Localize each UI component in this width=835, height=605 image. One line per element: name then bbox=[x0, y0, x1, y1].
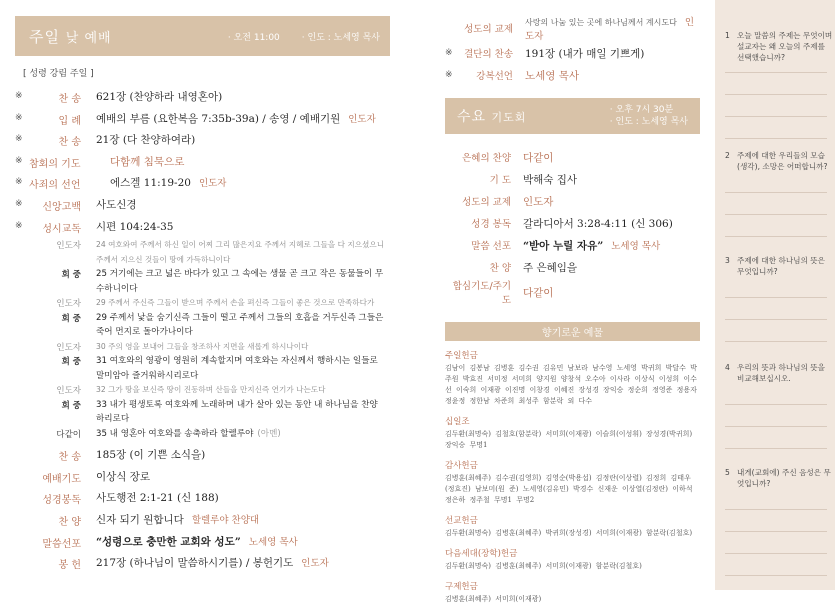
responsive-line bbox=[15, 398, 390, 427]
question-number: 4 bbox=[725, 363, 730, 372]
worship-item-value bbox=[96, 447, 205, 462]
prayer-meeting-label: 성경 봉독 bbox=[471, 219, 511, 230]
offering-heading: 구제헌금 bbox=[445, 582, 478, 592]
responsive-speaker: 회 중 bbox=[61, 270, 81, 281]
note-line bbox=[725, 426, 827, 427]
worship-item-label: 찬 송 bbox=[58, 137, 81, 149]
note-line bbox=[725, 116, 827, 117]
question-number: 1 bbox=[725, 31, 730, 40]
worship-item-label: 예배기도 bbox=[42, 473, 81, 485]
service-subtitle: [ 성령 강림 주일 ] bbox=[23, 69, 94, 79]
amen-text: (아멘) bbox=[257, 428, 281, 439]
prayer-meeting-value bbox=[523, 150, 553, 165]
prayer-meeting-label: 찬 양 bbox=[489, 263, 511, 274]
required-stand-mark: ※ bbox=[15, 155, 23, 166]
prayer-meeting-text: 박해숙 집사 bbox=[523, 173, 578, 186]
responsive-speaker: 다같이 bbox=[56, 429, 81, 440]
responsive-speaker: 인도자 bbox=[56, 342, 81, 353]
note-line bbox=[725, 72, 827, 73]
offering-group bbox=[445, 459, 700, 506]
prayer-meeting-value bbox=[523, 194, 553, 209]
note-line bbox=[725, 341, 827, 342]
responsive-line bbox=[15, 238, 390, 267]
worship-item bbox=[15, 469, 390, 491]
note-line bbox=[725, 575, 827, 576]
required-stand-mark: ※ bbox=[15, 220, 23, 231]
responsive-text: 35 내 영혼아 여호와를 송축하라 할렐루야 (아멘) bbox=[96, 428, 281, 439]
prayer-meeting-value bbox=[523, 238, 660, 253]
sunday-service-time: · 오전 11:00 bbox=[227, 32, 280, 43]
worship-item-value bbox=[96, 197, 137, 212]
wednesday-service-title: 수요 기도회 bbox=[457, 109, 527, 125]
wednesday-order bbox=[445, 146, 700, 306]
responsive-text: 31 여호와의 영광이 영원히 계속할지며 여호와는 자신께서 행하시는 일들로 말미암아 즐거워하시리로다 bbox=[96, 356, 378, 381]
worship-item bbox=[15, 219, 390, 241]
prayer-meeting-label: 기 도 bbox=[489, 175, 511, 186]
offering-names: 김두환(최명숙) 김병훈(최혜주) 서미희(이재광) 함분락(김철호) bbox=[445, 562, 642, 570]
sunday-service-leader: · 인도 : 노세영 목사 bbox=[301, 32, 380, 43]
prayer-meeting-label: 합심기도/주기도 bbox=[452, 281, 511, 306]
worship-item-text: 이상식 장로 bbox=[96, 470, 151, 483]
worship-item-text: 621장 (찬양하라 내영혼아) bbox=[96, 91, 223, 103]
offering-heading: 주일헌금 bbox=[445, 351, 478, 361]
worship-item bbox=[15, 490, 390, 512]
order-of-worship-end bbox=[445, 14, 700, 86]
question-number: 2 bbox=[725, 151, 730, 160]
sermon-notes-panel bbox=[715, 0, 835, 590]
worship-item-label: 찬 송 bbox=[58, 452, 81, 464]
note-line bbox=[725, 448, 827, 449]
worship-item-text: 사도행전 2:1-21 (신 188) bbox=[96, 492, 219, 505]
worship-item bbox=[15, 111, 390, 133]
wednesday-service-header bbox=[445, 98, 700, 134]
worship-item-value bbox=[96, 555, 329, 570]
required-stand-mark: ※ bbox=[445, 70, 453, 80]
required-stand-mark bbox=[15, 447, 29, 449]
worship-item-text: 신자 되기 원합니다 bbox=[96, 513, 184, 526]
sermon-question bbox=[725, 467, 833, 489]
offering-heading: 감사헌금 bbox=[445, 461, 478, 471]
responsive-line bbox=[15, 354, 390, 383]
offering-names: 김병훈(최혜주) 서미희(이재광) bbox=[445, 595, 542, 603]
question-text: 주제에 대한 우리들의 모습(생각), 소망은 어떠합니까? bbox=[737, 151, 828, 171]
required-stand-mark: ※ bbox=[15, 134, 23, 145]
worship-item-text: 사랑의 나눔 있는 곳에 하나님께서 계시도다 bbox=[525, 18, 677, 27]
responsive-speaker: 인도자 bbox=[56, 386, 81, 397]
worship-item-label: 강복선언 bbox=[476, 71, 513, 82]
responsive-speaker: 인도자 bbox=[56, 299, 81, 310]
responsive-speaker: 회 중 bbox=[61, 313, 81, 324]
worship-item-value bbox=[96, 512, 259, 527]
required-stand-mark: ※ bbox=[445, 48, 453, 58]
sermon-question bbox=[725, 30, 833, 63]
note-line bbox=[725, 509, 827, 510]
worship-item-value bbox=[96, 490, 219, 505]
offerings-header: 향기로운 예물 bbox=[445, 322, 700, 341]
worship-item bbox=[15, 175, 390, 197]
offering-group bbox=[445, 514, 700, 539]
question-number: 5 bbox=[725, 468, 730, 477]
note-line bbox=[725, 553, 827, 554]
offering-heading: 선교헌금 bbox=[445, 516, 478, 526]
offering-names: 김두환(최명숙) 김철호(함분락) 서미희(이재광) 이슬희(이성휘) 장성경(박귀희) 장익승 무명1 bbox=[445, 430, 693, 449]
prayer-meeting-item bbox=[445, 190, 700, 212]
responsive-speaker: 회 중 bbox=[61, 400, 81, 411]
worship-item-value bbox=[96, 219, 173, 234]
worship-item bbox=[15, 534, 390, 556]
responsive-reading bbox=[15, 238, 390, 441]
worship-item-label: 성시교독 bbox=[42, 223, 81, 235]
worship-item-text: 다함께 침묵으로 bbox=[110, 155, 185, 168]
prayer-meeting-leader: 노세영 목사 bbox=[611, 240, 661, 252]
worship-item bbox=[15, 447, 390, 469]
order-of-worship bbox=[15, 89, 390, 240]
worship-item-text: 예배의 부름 (요한복음 7:35b-39a) / 송영 / 예배기원 bbox=[96, 112, 341, 125]
offering-names: 김두환(최명숙) 김병훈(최혜주) 박귀희(장성경) 서미희(이재광) 함분락(김철호) bbox=[445, 529, 693, 537]
worship-item-value bbox=[525, 46, 644, 61]
worship-item-text: 에스겔 11:19-20 bbox=[110, 177, 191, 190]
worship-item-value bbox=[110, 175, 226, 190]
prayer-meeting-item bbox=[445, 234, 700, 256]
worship-item-value bbox=[96, 534, 298, 549]
offering-group bbox=[445, 547, 700, 572]
middle-section bbox=[445, 14, 700, 605]
worship-item bbox=[445, 64, 700, 86]
worship-item-text: 노세영 목사 bbox=[525, 69, 580, 82]
prayer-meeting-item bbox=[445, 256, 700, 278]
responsive-text: 30 주의 영을 보내어 그들을 창조하사 지면을 새롭게 하시나이다 bbox=[96, 341, 309, 351]
worship-item-label: 참회의 기도 bbox=[29, 158, 81, 170]
worship-item-value bbox=[96, 469, 150, 484]
note-line bbox=[725, 138, 827, 139]
worship-item-text: 사도신경 bbox=[96, 198, 137, 211]
worship-item-text: 시편 104:24-35 bbox=[96, 220, 174, 233]
offering-heading: 십일조 bbox=[445, 417, 470, 427]
prayer-meeting-item bbox=[445, 168, 700, 190]
offering-group bbox=[445, 415, 700, 451]
responsive-line bbox=[15, 340, 390, 355]
worship-item-value bbox=[525, 14, 700, 42]
prayer-meeting-text: 다같이 bbox=[523, 151, 554, 164]
offering-heading: 다음세대(장학)헌금 bbox=[445, 549, 518, 559]
offering-names: 김남이 김봉남 김병훈 김수권 김유민 남보라 남수영 노세영 박귀희 박달수 박주원 박효진 서미정 서미희 양지원 양창석 오수아 이사라 이상식 이성희 이수선 이숙희 이재광 이진명 이창경 이혜진 장성경 장익승 정순희 정영준 정용자 정윤정 정한남 차준희 최성주 함분락 외 다수 bbox=[445, 364, 697, 405]
worship-item-value bbox=[525, 68, 579, 83]
responsive-speaker: 인도자 bbox=[56, 241, 81, 252]
order-of-worship-continued bbox=[15, 447, 390, 577]
sunday-service-title: 주일 낮 예배 bbox=[29, 27, 112, 46]
worship-item bbox=[15, 132, 390, 154]
sunday-service-section bbox=[15, 16, 390, 577]
offerings-list bbox=[445, 349, 700, 605]
worship-item bbox=[445, 14, 700, 42]
prayer-meeting-item bbox=[445, 212, 700, 234]
note-line bbox=[725, 531, 827, 532]
worship-item-leader: 인도자 bbox=[525, 17, 695, 42]
worship-item bbox=[15, 555, 390, 577]
sermon-question bbox=[725, 255, 833, 277]
required-stand-mark: ※ bbox=[15, 112, 23, 123]
responsive-text: 25 거기에는 크고 넓은 바다가 있고 그 속에는 생물 곧 크고 작은 동물들이 무수하니이다 bbox=[96, 269, 384, 294]
worship-item bbox=[15, 89, 390, 111]
prayer-meeting-text: 인도자 bbox=[523, 195, 554, 208]
note-line bbox=[725, 319, 827, 320]
responsive-text: 32 그가 땅을 보신즉 땅이 진동하며 산들을 만지신즉 연기가 나는도다 bbox=[96, 385, 326, 395]
required-stand-mark: ※ bbox=[15, 198, 23, 209]
worship-item-text: 191장 (내가 매일 기쁘게) bbox=[525, 47, 645, 60]
worship-item bbox=[445, 42, 700, 64]
required-stand-mark: ※ bbox=[15, 177, 23, 188]
required-stand-mark bbox=[15, 534, 29, 536]
responsive-line bbox=[15, 296, 390, 311]
worship-item-text: “성령으로 충만한 교회와 성도” bbox=[96, 535, 241, 548]
worship-item-label: 입 례 bbox=[58, 115, 81, 127]
offering-names: 김병훈(최혜주) 김수권(김영희) 김영순(박용섭) 김정란(이상렬) 김정희 김태우(정효진) 남보미(원 준) 노세영(김유민) 박경수 신재운 이상열(김정란) 이하석 정은하 정주철 무명1 무명2 bbox=[445, 474, 693, 504]
worship-item-leader: 할렐루야 찬양대 bbox=[191, 514, 260, 526]
wednesday-service-time: · 오후 7시 30분 bbox=[609, 105, 674, 115]
worship-item-label: 사죄의 선언 bbox=[29, 180, 81, 192]
required-stand-mark bbox=[15, 469, 29, 471]
prayer-meeting-item bbox=[445, 278, 700, 306]
note-line bbox=[725, 297, 827, 298]
required-stand-mark bbox=[15, 555, 29, 557]
prayer-meeting-item bbox=[445, 146, 700, 168]
worship-item-label: 말씀선포 bbox=[42, 538, 81, 550]
prayer-meeting-value bbox=[523, 285, 553, 300]
worship-item-label: 찬 양 bbox=[58, 516, 81, 528]
worship-item-label: 찬 송 bbox=[58, 94, 81, 105]
worship-item bbox=[15, 512, 390, 534]
question-text: 오늘 말씀의 주제는 무엇이며 설교자는 왜 오늘의 주제를 선택했습니까? bbox=[737, 31, 833, 62]
prayer-meeting-text: 주 은혜임을 bbox=[523, 261, 578, 274]
worship-item-label: 결단의 찬송 bbox=[464, 49, 513, 60]
worship-item bbox=[15, 154, 390, 176]
worship-item-leader: 인도자 bbox=[198, 178, 227, 190]
prayer-meeting-text: “받아 누릴 자유” bbox=[523, 239, 604, 252]
responsive-line bbox=[15, 383, 390, 398]
sermon-question bbox=[725, 150, 833, 172]
note-line bbox=[725, 94, 827, 95]
worship-item-text: 217장 (하나님이 말씀하시기를) / 봉헌기도 bbox=[96, 557, 294, 570]
worship-item-value bbox=[96, 111, 376, 126]
sunday-service-header bbox=[15, 16, 390, 56]
worship-item-label: 신앙고백 bbox=[42, 201, 81, 213]
wednesday-service-leader: · 인도 : 노세영 목사 bbox=[609, 117, 688, 127]
prayer-meeting-value bbox=[523, 260, 577, 275]
note-line bbox=[725, 236, 827, 237]
question-text: 우리의 뜻과 하나님의 뜻을 비교해보십시오. bbox=[737, 363, 825, 383]
worship-item-value bbox=[96, 89, 222, 104]
worship-item-label: 성도의 교제 bbox=[464, 24, 513, 35]
note-line bbox=[725, 214, 827, 215]
worship-item-text: 185장 (이 기쁜 소식을) bbox=[96, 449, 206, 462]
worship-item-label: 봉 헌 bbox=[58, 560, 81, 572]
sermon-question bbox=[725, 362, 833, 384]
prayer-meeting-label: 성도의 교제 bbox=[462, 197, 511, 208]
required-stand-mark bbox=[15, 512, 29, 514]
offering-group bbox=[445, 580, 700, 605]
question-text: 주제에 대한 하나님의 뜻은 무엇입니까? bbox=[737, 256, 825, 276]
responsive-text: 24 여호와여 주께서 하신 일이 어찌 그리 많은지요 주께서 지혜로 그들을 다 지으셨으니 주께서 지으신 것들이 땅에 가득하니이다 bbox=[96, 240, 385, 264]
worship-item-leader: 인도자 bbox=[301, 558, 329, 570]
responsive-text: 33 내가 평생토록 여호와께 노래하며 내가 살아 있는 동안 내 하나님을 찬양하리로다 bbox=[96, 399, 378, 425]
note-line bbox=[725, 192, 827, 193]
worship-item-value bbox=[96, 132, 195, 147]
prayer-meeting-text: 다같이 bbox=[523, 286, 554, 299]
responsive-line bbox=[15, 427, 390, 442]
responsive-speaker: 회 중 bbox=[61, 357, 81, 368]
prayer-meeting-value bbox=[523, 216, 673, 231]
worship-item bbox=[15, 197, 390, 219]
prayer-meeting-label: 은혜의 찬양 bbox=[462, 153, 511, 164]
responsive-text: 29 주께서 주신즉 그들이 받으며 주께서 손을 펴신즉 그들이 좋은 것으로 만족하다가 bbox=[96, 298, 375, 308]
worship-item-text: 21장 (다 찬양하여라) bbox=[96, 134, 196, 147]
prayer-meeting-value bbox=[523, 172, 577, 187]
required-stand-mark: ※ bbox=[15, 91, 23, 101]
offering-group bbox=[445, 349, 700, 407]
question-text: 내게(교회에) 주신 음성은 무엇입니까? bbox=[737, 468, 831, 488]
note-line bbox=[725, 404, 827, 405]
prayer-meeting-label: 말씀 선포 bbox=[471, 241, 511, 252]
worship-item-leader: 노세영 목사 bbox=[248, 536, 298, 548]
responsive-line bbox=[15, 311, 390, 340]
required-stand-mark bbox=[15, 490, 29, 492]
prayer-meeting-text: 갈라디아서 3:28-4:11 (신 306) bbox=[523, 217, 673, 230]
worship-item-leader: 인도자 bbox=[348, 113, 376, 125]
responsive-text: 29 주께서 낯을 숨기신즉 그들이 떨고 주께서 그들의 호흡을 거두신즉 그들은 죽어 먼지로 돌아가나이다 bbox=[96, 312, 384, 338]
worship-item-label: 성경봉독 bbox=[42, 495, 81, 507]
question-number: 3 bbox=[725, 256, 730, 265]
worship-item-value bbox=[110, 154, 184, 169]
responsive-line bbox=[15, 267, 390, 296]
